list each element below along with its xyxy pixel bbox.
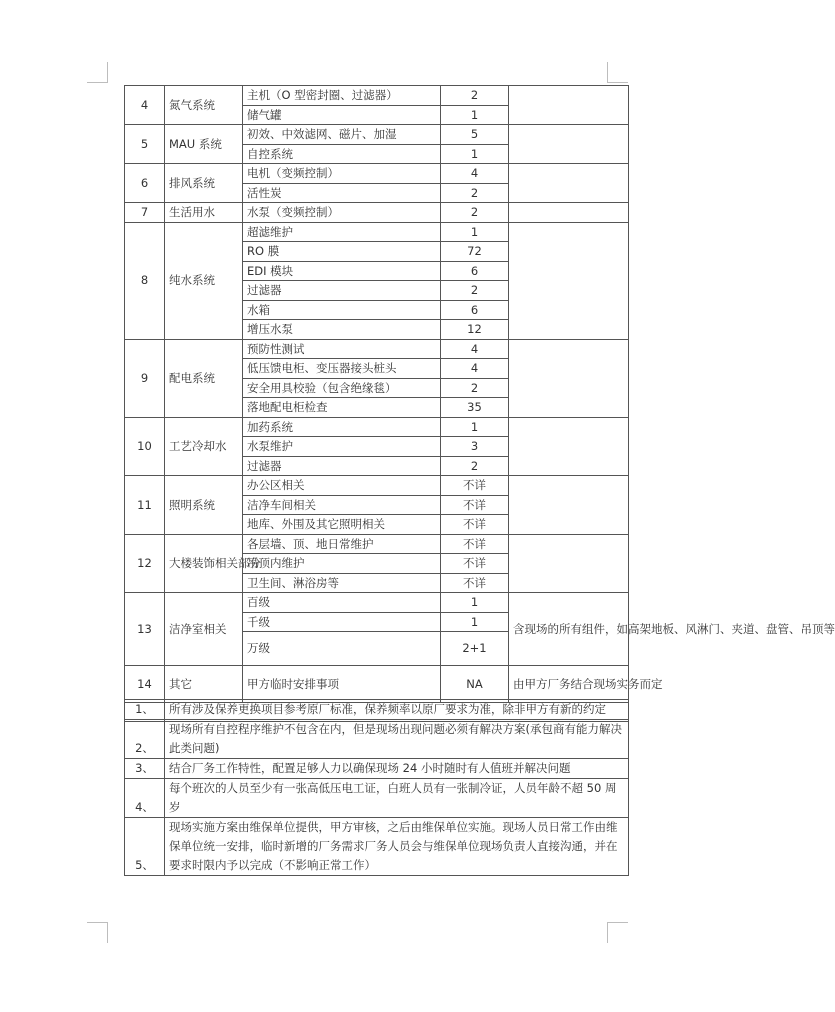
item-quantity: 2 xyxy=(441,203,509,223)
remark-cell xyxy=(509,164,629,203)
remark-cell xyxy=(509,86,629,125)
system-name: 纯水系统 xyxy=(165,222,243,339)
note-row xyxy=(125,759,629,779)
row-number: 12 xyxy=(125,534,165,593)
item-quantity: 不详 xyxy=(441,554,509,574)
system-name: 洁净室相关 xyxy=(165,593,243,666)
row-number: 9 xyxy=(125,339,165,417)
note-text: 所有涉及保养更换项目参考原厂标准，保养频率以原厂要求为准，除非甲方有新的约定 xyxy=(165,700,629,720)
row-number: 14 xyxy=(125,666,165,703)
item-name: 主机（O 型密封圈、过滤器） xyxy=(243,86,441,106)
item-quantity: 不详 xyxy=(441,495,509,515)
table-row xyxy=(125,593,629,613)
remark-cell: 含现场的所有组件，如高架地板、风淋门、夹道、盘管、吊顶等 xyxy=(509,593,629,666)
item-quantity: 6 xyxy=(441,261,509,281)
table-row xyxy=(125,86,629,106)
item-quantity: 4 xyxy=(441,164,509,184)
item-name: RO 膜 xyxy=(243,242,441,262)
item-quantity: 1 xyxy=(441,144,509,164)
row-number: 5 xyxy=(125,125,165,164)
item-quantity: 1 xyxy=(441,417,509,437)
row-number: 8 xyxy=(125,222,165,339)
table-row xyxy=(125,125,629,145)
note-index: 3、 xyxy=(125,759,165,779)
item-name: 水箱 xyxy=(243,300,441,320)
item-name: 各层墙、顶、地日常维护 xyxy=(243,534,441,554)
note-index: 1、 xyxy=(125,700,165,720)
item-quantity: 1 xyxy=(441,222,509,242)
page-corner-mark-top-left xyxy=(87,62,108,83)
system-name: 照明系统 xyxy=(165,476,243,535)
remark-cell xyxy=(509,417,629,476)
item-name: 增压水泵 xyxy=(243,320,441,340)
item-name: 洁净车间相关 xyxy=(243,495,441,515)
item-quantity: 2+1 xyxy=(441,632,509,666)
item-name: 地库、外围及其它照明相关 xyxy=(243,515,441,535)
item-quantity: 2 xyxy=(441,378,509,398)
table-row xyxy=(125,476,629,496)
item-name: 低压馈电柜、变压器接头桩头 xyxy=(243,359,441,379)
system-name: 氮气系统 xyxy=(165,86,243,125)
table-row xyxy=(125,666,629,703)
item-name: 安全用具校验（包含绝缘毯） xyxy=(243,378,441,398)
page-corner-mark-bottom-left xyxy=(87,922,108,943)
note-row xyxy=(125,818,629,876)
item-name: 储气罐 xyxy=(243,105,441,125)
page-corner-mark-bottom-right xyxy=(607,922,628,943)
item-quantity: 1 xyxy=(441,593,509,613)
item-quantity: 6 xyxy=(441,300,509,320)
item-name: 万级 xyxy=(243,632,441,666)
remark-cell xyxy=(509,339,629,417)
system-name: MAU 系统 xyxy=(165,125,243,164)
item-name: 预防性测试 xyxy=(243,339,441,359)
system-name: 工艺冷却水 xyxy=(165,417,243,476)
system-name: 其它 xyxy=(165,666,243,703)
system-name: 排风系统 xyxy=(165,164,243,203)
item-quantity: 4 xyxy=(441,339,509,359)
item-quantity: 3 xyxy=(441,437,509,457)
note-text: 现场实施方案由维保单位提供，甲方审核，之后由维保单位实施。现场人员日常工作由维保单位统一安排，临时新增的厂务需求厂务人员会与维保单位现场负责人直接沟通，并在要求时限内予以完成（不影响正常工作） xyxy=(165,818,629,876)
item-name: 过滤器 xyxy=(243,281,441,301)
remark-cell xyxy=(509,222,629,339)
system-name: 配电系统 xyxy=(165,339,243,417)
row-number: 11 xyxy=(125,476,165,535)
notes-table xyxy=(124,699,629,876)
row-number: 6 xyxy=(125,164,165,203)
system-name: 生活用水 xyxy=(165,203,243,223)
table-row xyxy=(125,203,629,223)
remark-cell xyxy=(509,203,629,223)
remark-cell: 由甲方厂务结合现场实务而定 xyxy=(509,666,629,703)
item-quantity: 5 xyxy=(441,125,509,145)
item-quantity: 1 xyxy=(441,105,509,125)
item-name: 水泵维护 xyxy=(243,437,441,457)
item-name: 卫生间、淋浴房等 xyxy=(243,573,441,593)
item-quantity: 35 xyxy=(441,398,509,418)
item-quantity: 1 xyxy=(441,612,509,632)
item-name: 电机（变频控制） xyxy=(243,164,441,184)
item-name: 超滤维护 xyxy=(243,222,441,242)
item-name: 加药系统 xyxy=(243,417,441,437)
item-name: 自控系统 xyxy=(243,144,441,164)
item-quantity: 2 xyxy=(441,86,509,106)
row-number: 13 xyxy=(125,593,165,666)
remark-cell xyxy=(509,476,629,535)
item-quantity: 12 xyxy=(441,320,509,340)
note-text: 现场所有自控程序维护不包含在内，但是现场出现问题必须有解决方案(承包商有能力解决此类问题) xyxy=(165,720,629,759)
item-quantity: 2 xyxy=(441,456,509,476)
row-number: 7 xyxy=(125,203,165,223)
system-name: 大楼装饰相关部分 xyxy=(165,534,243,593)
item-name: 初效、中效滤网、磁片、加湿 xyxy=(243,125,441,145)
maintenance-table xyxy=(124,85,835,722)
row-number: 10 xyxy=(125,417,165,476)
table-row xyxy=(125,164,629,184)
item-quantity: 72 xyxy=(441,242,509,262)
item-name: 甲方临时安排事项 xyxy=(243,666,441,703)
item-quantity: 4 xyxy=(441,359,509,379)
table-row xyxy=(125,222,629,242)
item-quantity: 不详 xyxy=(441,515,509,535)
table-row xyxy=(125,417,629,437)
note-index: 5、 xyxy=(125,818,165,876)
note-row xyxy=(125,700,629,720)
remark-cell xyxy=(509,534,629,593)
remark-cell xyxy=(509,125,629,164)
item-quantity: 2 xyxy=(441,281,509,301)
note-text: 结合厂务工作特性，配置足够人力以确保现场 24 小时随时有人值班并解决问题 xyxy=(165,759,629,779)
item-name: 吊顶内维护 xyxy=(243,554,441,574)
note-index: 4、 xyxy=(125,779,165,818)
note-row xyxy=(125,779,629,818)
note-row xyxy=(125,720,629,759)
item-name: 水泵（变频控制） xyxy=(243,203,441,223)
item-quantity: 不详 xyxy=(441,534,509,554)
item-name: 落地配电柜检查 xyxy=(243,398,441,418)
item-quantity: 2 xyxy=(441,183,509,203)
item-name: 办公区相关 xyxy=(243,476,441,496)
item-name: EDI 模块 xyxy=(243,261,441,281)
item-name: 千级 xyxy=(243,612,441,632)
item-name: 百级 xyxy=(243,593,441,613)
item-quantity: 不详 xyxy=(441,573,509,593)
item-quantity: 不详 xyxy=(441,476,509,496)
item-name: 过滤器 xyxy=(243,456,441,476)
item-quantity: NA xyxy=(441,666,509,703)
note-index: 2、 xyxy=(125,720,165,759)
note-text: 每个班次的人员至少有一张高低压电工证，白班人员有一张制冷证，人员年龄不超 50 周岁 xyxy=(165,779,629,818)
item-name: 活性炭 xyxy=(243,183,441,203)
table-row xyxy=(125,339,629,359)
table-row xyxy=(125,534,629,554)
row-number: 4 xyxy=(125,86,165,125)
page-corner-mark-top-right xyxy=(607,62,628,83)
